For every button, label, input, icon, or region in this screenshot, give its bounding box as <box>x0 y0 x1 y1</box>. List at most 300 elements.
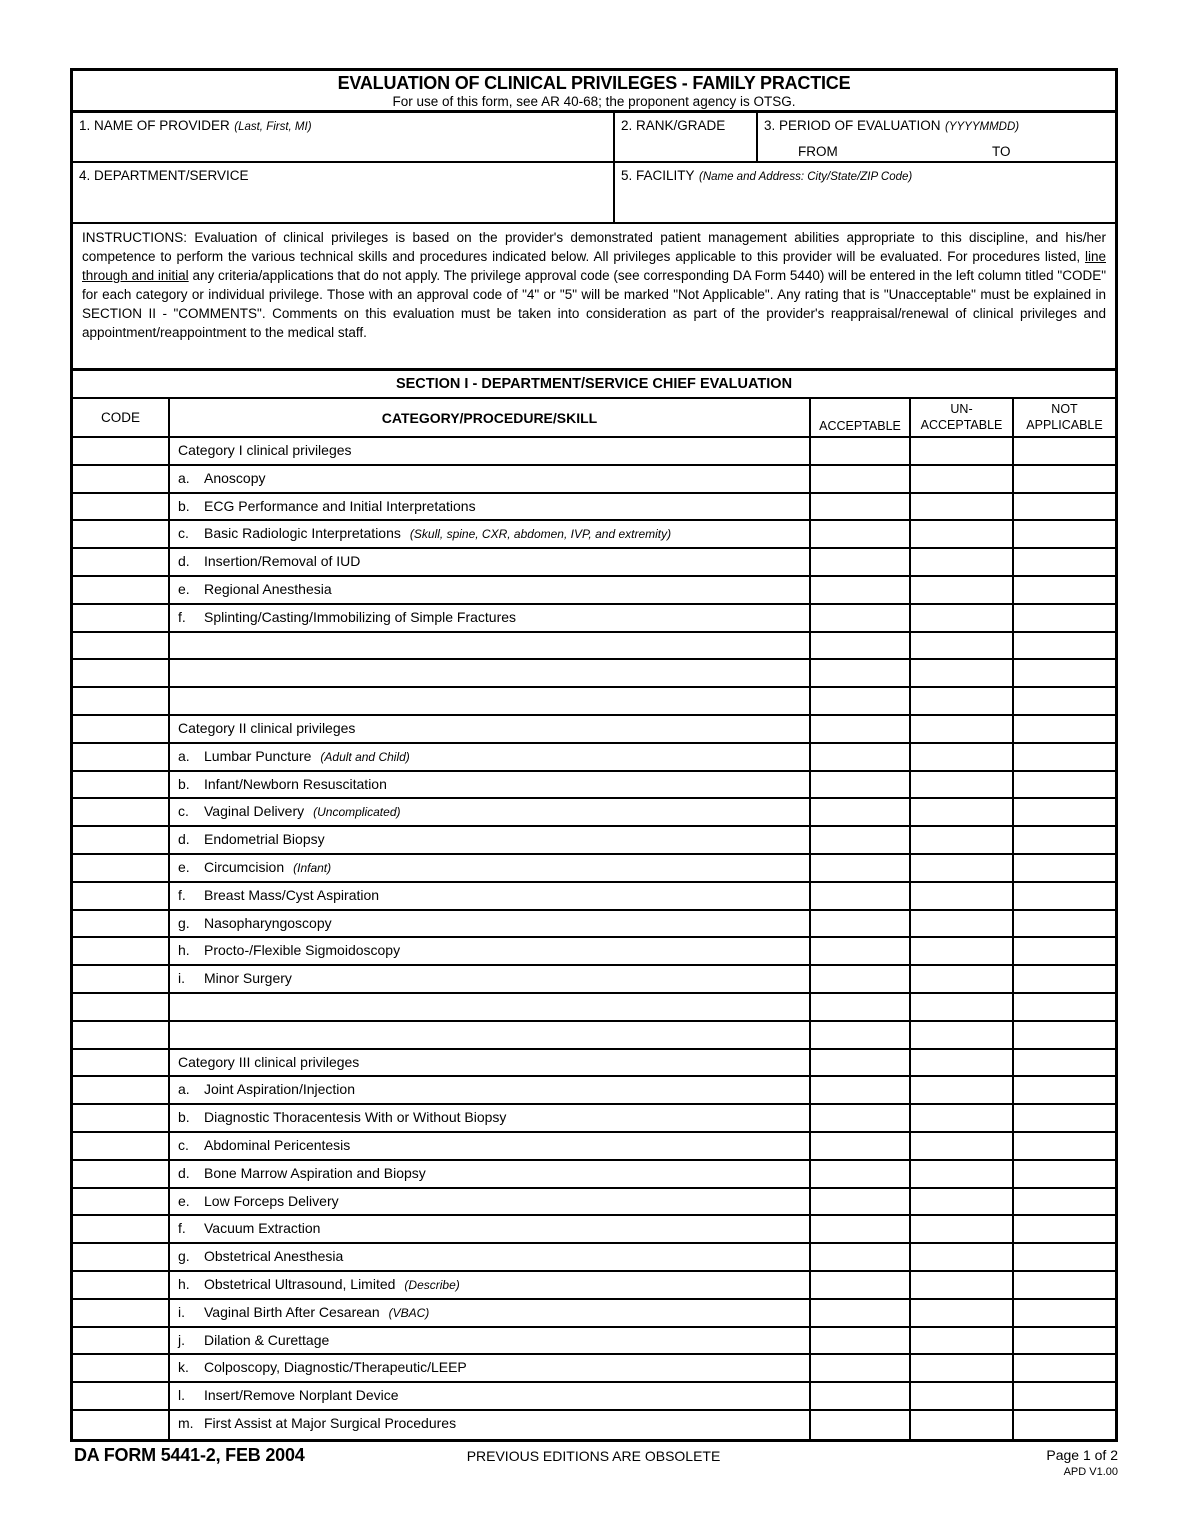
table-row <box>73 966 1115 994</box>
unacceptable-cell[interactable] <box>909 438 1012 464</box>
unacceptable-cell[interactable] <box>909 966 1012 992</box>
row-letter: l. <box>178 1387 185 1404</box>
code-cell[interactable] <box>73 633 168 659</box>
category-cell <box>168 1383 809 1409</box>
code-cell[interactable] <box>73 966 168 992</box>
row-note: (Adult and Child) <box>320 749 410 764</box>
code-cell[interactable] <box>73 605 168 631</box>
not-applicable-cell[interactable] <box>1012 1244 1115 1270</box>
code-cell[interactable] <box>73 716 168 742</box>
category-cell <box>168 1272 809 1298</box>
not-applicable-cell[interactable] <box>1012 966 1115 992</box>
code-cell[interactable] <box>73 660 168 686</box>
row-letter: j. <box>178 1331 185 1348</box>
table-column-headers <box>73 399 1115 438</box>
unacceptable-cell[interactable] <box>909 1411 1012 1439</box>
acceptable-cell[interactable] <box>809 1272 909 1298</box>
code-cell[interactable] <box>73 938 168 964</box>
row-letter: a. <box>178 1081 190 1098</box>
acceptable-cell[interactable] <box>809 1355 909 1381</box>
code-cell[interactable] <box>73 466 168 492</box>
unacceptable-cell[interactable] <box>909 1105 1012 1131</box>
category-cell <box>168 1050 809 1076</box>
row-text: Bone Marrow Aspiration and Biopsy <box>204 1164 426 1181</box>
category-cell <box>168 521 809 547</box>
not-applicable-cell[interactable] <box>1012 883 1115 909</box>
row-text: Basic Radiologic Interpretations <box>204 525 401 542</box>
row-text: Low Forceps Delivery <box>204 1192 339 1209</box>
field-department-service-label: 4. DEPARTMENT/SERVICE <box>79 168 249 183</box>
not-applicable-cell[interactable] <box>1012 855 1115 881</box>
unacceptable-cell[interactable] <box>909 1050 1012 1076</box>
table-row <box>73 1022 1115 1050</box>
unacceptable-cell[interactable] <box>909 494 1012 520</box>
row-text: Category III clinical privileges <box>178 1053 360 1070</box>
not-applicable-cell[interactable] <box>1012 688 1115 714</box>
unacceptable-cell[interactable] <box>909 1077 1012 1103</box>
table-row <box>73 1355 1115 1383</box>
unacceptable-cell[interactable] <box>909 744 1012 770</box>
row-letter: e. <box>178 1192 190 1209</box>
column-header-category: CATEGORY/PROCEDURE/SKILL <box>168 399 809 436</box>
code-cell[interactable] <box>73 1050 168 1076</box>
code-cell[interactable] <box>73 1161 168 1187</box>
category-cell <box>168 716 809 742</box>
not-applicable-cell[interactable] <box>1012 1022 1115 1048</box>
table-row <box>73 1050 1115 1078</box>
table-row <box>73 1300 1115 1328</box>
code-cell[interactable] <box>73 577 168 603</box>
field-period-of-evaluation[interactable] <box>756 113 1115 161</box>
row-letter: f. <box>178 1220 186 1237</box>
unacceptable-cell[interactable] <box>909 716 1012 742</box>
table-row <box>73 716 1115 744</box>
row-note: (Skull, spine, CXR, abdomen, IVP, and extremity) <box>409 527 672 542</box>
not-applicable-cell[interactable] <box>1012 938 1115 964</box>
not-applicable-cell[interactable] <box>1012 1272 1115 1298</box>
row-text: Nasopharyngoscopy <box>204 914 332 931</box>
code-cell[interactable] <box>73 438 168 464</box>
not-applicable-cell[interactable] <box>1012 1300 1115 1326</box>
row-text: Colposcopy, Diagnostic/Therapeutic/LEEP <box>204 1359 467 1376</box>
row-letter: k. <box>178 1359 189 1376</box>
not-applicable-cell[interactable] <box>1012 1216 1115 1242</box>
row-letter: g. <box>178 914 190 931</box>
not-applicable-cell[interactable] <box>1012 772 1115 798</box>
unacceptable-cell[interactable] <box>909 827 1012 853</box>
not-applicable-cell[interactable] <box>1012 1328 1115 1354</box>
table-row <box>73 438 1115 466</box>
not-applicable-cell[interactable] <box>1012 1189 1115 1215</box>
column-header-not-applicable <box>1012 399 1115 436</box>
code-cell[interactable] <box>73 1216 168 1242</box>
acceptable-cell[interactable] <box>809 966 909 992</box>
column-header-acceptable: ACCEPTABLE <box>809 399 909 436</box>
code-cell[interactable] <box>73 772 168 798</box>
table-row <box>73 1328 1115 1356</box>
code-cell[interactable] <box>73 1383 168 1409</box>
table-row <box>73 549 1115 577</box>
row-letter: d. <box>178 831 190 848</box>
unacceptable-cell[interactable] <box>909 521 1012 547</box>
table-row <box>73 466 1115 494</box>
code-cell[interactable] <box>73 1077 168 1103</box>
acceptable-cell[interactable] <box>809 855 909 881</box>
row-letter: a. <box>178 469 190 486</box>
unacceptable-cell[interactable] <box>909 1355 1012 1381</box>
field-row-1 <box>73 113 1115 163</box>
table-row <box>73 577 1115 605</box>
instructions <box>73 224 1115 371</box>
code-cell[interactable] <box>73 799 168 825</box>
not-applicable-cell[interactable] <box>1012 549 1115 575</box>
field-facility-label: 5. FACILITY <box>621 168 695 183</box>
row-letter: f. <box>178 886 186 903</box>
form-title: EVALUATION OF CLINICAL PRIVILEGES - FAMILY PRACTICE <box>337 73 851 93</box>
unacceptable-cell[interactable] <box>909 1133 1012 1159</box>
acceptable-cell[interactable] <box>809 605 909 631</box>
category-cell <box>168 577 809 603</box>
acceptable-cell[interactable] <box>809 1022 909 1048</box>
acceptable-cell[interactable] <box>809 549 909 575</box>
field-row-2 <box>73 163 1115 224</box>
code-cell[interactable] <box>73 744 168 770</box>
form-footer <box>0 1445 1187 1505</box>
unacceptable-cell[interactable] <box>909 855 1012 881</box>
unacceptable-cell[interactable] <box>909 799 1012 825</box>
section-1-title: SECTION I - DEPARTMENT/SERVICE CHIEF EVALUATION <box>73 371 1115 399</box>
not-applicable-cell[interactable] <box>1012 1355 1115 1381</box>
unacceptable-cell[interactable] <box>909 633 1012 659</box>
row-text: Endometrial Biopsy <box>204 831 325 848</box>
row-letter: h. <box>178 942 190 959</box>
category-cell <box>168 772 809 798</box>
category-cell <box>168 1300 809 1326</box>
acceptable-cell[interactable] <box>809 994 909 1020</box>
da-form-5441-2 <box>70 68 1118 1442</box>
table-row <box>73 855 1115 883</box>
code-cell[interactable] <box>73 549 168 575</box>
table-row <box>73 994 1115 1022</box>
row-letter: d. <box>178 1164 190 1181</box>
table-row <box>73 1077 1115 1105</box>
unacceptable-cell[interactable] <box>909 1272 1012 1298</box>
code-cell[interactable] <box>73 521 168 547</box>
not-applicable-cell[interactable] <box>1012 1050 1115 1076</box>
instructions-text-1: INSTRUCTIONS: Evaluation of clinical privileges is based on the provider's demonstrated patient management abilities appropriate to this discipline, and his/her competence to perform the various technical skills and procedures indicated below. All privileges applicable to this provider will be evaluated. For procedures listed, <box>82 230 1106 264</box>
not-applicable-cell[interactable] <box>1012 466 1115 492</box>
row-text: Joint Aspiration/Injection <box>204 1081 355 1098</box>
form-title-block <box>73 71 1115 113</box>
row-letter: e. <box>178 858 190 875</box>
category-cell <box>168 1411 809 1439</box>
not-applicable-cell[interactable] <box>1012 1105 1115 1131</box>
unacceptable-cell[interactable] <box>909 994 1012 1020</box>
not-applicable-cell[interactable] <box>1012 1133 1115 1159</box>
row-letter: c. <box>178 803 189 820</box>
acceptable-cell[interactable] <box>809 494 909 520</box>
not-applicable-cell[interactable] <box>1012 605 1115 631</box>
acceptable-cell[interactable] <box>809 1300 909 1326</box>
acceptable-cell[interactable] <box>809 799 909 825</box>
row-text: Anoscopy <box>204 469 266 486</box>
acceptable-cell[interactable] <box>809 1161 909 1187</box>
unacceptable-cell[interactable] <box>909 577 1012 603</box>
code-cell[interactable] <box>73 1355 168 1381</box>
not-applicable-cell[interactable] <box>1012 1077 1115 1103</box>
code-cell[interactable] <box>73 1300 168 1326</box>
row-letter: m. <box>178 1414 194 1431</box>
row-text: Circumcision <box>204 858 285 875</box>
table-row <box>73 744 1115 772</box>
acceptable-cell[interactable] <box>809 521 909 547</box>
not-applicable-cell[interactable] <box>1012 660 1115 686</box>
unacceptable-cell[interactable] <box>909 549 1012 575</box>
code-cell[interactable] <box>73 688 168 714</box>
instructions-text-2: any criteria/applications that do not apply. The privilege approval code (see corresponding DA Form 5440) will be entered in the left column titled "CODE" for each category or individual privilege. Those with an approval code of "4" or "5" will be marked "Not Applicable". Any rating that is "Unacceptable" must be explained in SECTION II - "COMMENTS". Comments on this evaluation must be taken into consideration as part of the provider's reappraisal/renewal of clinical privileges and appointment/reappointment to the medical staff. <box>82 268 1107 340</box>
category-cell <box>168 1133 809 1159</box>
unacceptable-cell[interactable] <box>909 660 1012 686</box>
not-applicable-cell[interactable] <box>1012 1411 1115 1439</box>
code-cell[interactable] <box>73 883 168 909</box>
unacceptable-cell[interactable] <box>909 1328 1012 1354</box>
code-cell[interactable] <box>73 1328 168 1354</box>
not-applicable-cell[interactable] <box>1012 1161 1115 1187</box>
row-letter: i. <box>178 1303 185 1320</box>
code-cell[interactable] <box>73 1022 168 1048</box>
field-period-hint: (YYYYMMDD) <box>945 121 1020 133</box>
row-text: Obstetrical Anesthesia <box>204 1248 344 1265</box>
row-letter: c. <box>178 1136 189 1153</box>
code-cell[interactable] <box>73 1189 168 1215</box>
unacceptable-cell[interactable] <box>909 688 1012 714</box>
unacceptable-cell[interactable] <box>909 1383 1012 1409</box>
period-from-label: FROM <box>798 144 838 159</box>
not-applicable-cell[interactable] <box>1012 438 1115 464</box>
acceptable-cell[interactable] <box>809 438 909 464</box>
table-row <box>73 883 1115 911</box>
code-cell[interactable] <box>73 1272 168 1298</box>
row-text: Procto-/Flexible Sigmoidoscopy <box>204 942 401 959</box>
table-row <box>73 1133 1115 1161</box>
row-text: Breast Mass/Cyst Aspiration <box>204 886 380 903</box>
acceptable-cell[interactable] <box>809 1105 909 1131</box>
acceptable-cell[interactable] <box>809 1411 909 1439</box>
unacceptable-cell[interactable] <box>909 938 1012 964</box>
unacceptable-cell[interactable] <box>909 1022 1012 1048</box>
acceptable-cell[interactable] <box>809 633 909 659</box>
not-applicable-cell[interactable] <box>1012 994 1115 1020</box>
unacceptable-cell[interactable] <box>909 911 1012 937</box>
acceptable-cell[interactable] <box>809 1189 909 1215</box>
row-letter: b. <box>178 1109 190 1126</box>
not-applicable-cell[interactable] <box>1012 577 1115 603</box>
field-department-service[interactable] <box>73 163 613 222</box>
row-letter: e. <box>178 580 190 597</box>
table-row <box>73 1272 1115 1300</box>
unacceptable-cell[interactable] <box>909 466 1012 492</box>
field-period-label: 3. PERIOD OF EVALUATION <box>764 118 941 133</box>
table-row <box>73 494 1115 522</box>
row-text: Lumbar Puncture <box>204 747 312 764</box>
field-facility-hint: (Name and Address: City/State/ZIP Code) <box>698 171 913 183</box>
category-cell <box>168 827 809 853</box>
field-name-of-provider[interactable] <box>73 113 613 161</box>
category-cell <box>168 466 809 492</box>
category-cell <box>168 938 809 964</box>
code-cell[interactable] <box>73 855 168 881</box>
row-text: Splinting/Casting/Immobilizing of Simple Fractures <box>204 608 517 625</box>
row-text: Abdominal Pericentesis <box>204 1136 351 1153</box>
row-text: Dilation & Curettage <box>204 1331 330 1348</box>
acceptable-cell[interactable] <box>809 827 909 853</box>
acceptable-cell[interactable] <box>809 1216 909 1242</box>
not-applicable-cell[interactable] <box>1012 521 1115 547</box>
row-text: Vaginal Birth After Cesarean <box>204 1303 380 1320</box>
unacceptable-cell[interactable] <box>909 1189 1012 1215</box>
row-text: Infant/Newborn Resuscitation <box>204 775 387 792</box>
not-applicable-cell[interactable] <box>1012 494 1115 520</box>
privileges-rows <box>73 438 1115 1439</box>
row-text: Vacuum Extraction <box>204 1220 321 1237</box>
code-cell[interactable] <box>73 911 168 937</box>
table-row <box>73 1411 1115 1439</box>
field-name-of-provider-label: 1. NAME OF PROVIDER <box>79 118 230 133</box>
apd-version: APD V1.00 <box>1063 1466 1118 1478</box>
acceptable-cell[interactable] <box>809 466 909 492</box>
table-row <box>73 827 1115 855</box>
column-header-code: CODE <box>100 410 140 425</box>
acceptable-cell[interactable] <box>809 716 909 742</box>
category-cell <box>168 1355 809 1381</box>
row-letter: f. <box>178 608 186 625</box>
field-rank-grade[interactable] <box>613 113 756 161</box>
table-row <box>73 772 1115 800</box>
category-cell <box>168 855 809 881</box>
not-applicable-cell[interactable] <box>1012 827 1115 853</box>
unacceptable-cell[interactable] <box>909 1244 1012 1270</box>
category-cell <box>168 799 809 825</box>
not-applicable-cell[interactable] <box>1012 911 1115 937</box>
category-cell <box>168 1077 809 1103</box>
period-to-label: TO <box>992 144 1011 159</box>
row-letter: c. <box>178 525 189 542</box>
category-cell <box>168 549 809 575</box>
page-number: Page 1 of 2 <box>1046 1447 1118 1463</box>
row-letter: a. <box>178 747 190 764</box>
table-row <box>73 911 1115 939</box>
row-text: Obstetrical Ultrasound, Limited <box>204 1275 396 1292</box>
category-cell <box>168 1244 809 1270</box>
row-letter: h. <box>178 1275 190 1292</box>
acceptable-cell[interactable] <box>809 772 909 798</box>
acceptable-cell[interactable] <box>809 744 909 770</box>
code-cell[interactable] <box>73 1244 168 1270</box>
acceptable-cell[interactable] <box>809 911 909 937</box>
category-cell <box>168 1216 809 1242</box>
table-row <box>73 1383 1115 1411</box>
category-cell <box>168 438 809 464</box>
table-row <box>73 688 1115 716</box>
code-cell[interactable] <box>73 1411 168 1439</box>
row-text: Insertion/Removal of IUD <box>204 553 361 570</box>
row-text: Diagnostic Thoracentesis With or Without Biopsy <box>204 1109 507 1126</box>
code-cell[interactable] <box>73 1133 168 1159</box>
code-cell[interactable] <box>73 494 168 520</box>
acceptable-cell[interactable] <box>809 1050 909 1076</box>
acceptable-cell[interactable] <box>809 660 909 686</box>
row-note: (VBAC) <box>388 1305 430 1320</box>
not-applicable-cell[interactable] <box>1012 716 1115 742</box>
not-applicable-cell[interactable] <box>1012 799 1115 825</box>
table-row <box>73 1105 1115 1133</box>
code-cell[interactable] <box>73 827 168 853</box>
row-text: Vaginal Delivery <box>204 803 305 820</box>
row-note: (Uncomplicated) <box>313 805 401 820</box>
unacceptable-cell[interactable] <box>909 1216 1012 1242</box>
category-cell <box>168 1022 809 1048</box>
row-text: Category II clinical privileges <box>178 719 356 736</box>
table-row <box>73 605 1115 633</box>
table-row <box>73 938 1115 966</box>
row-text: Category I clinical privileges <box>178 442 352 458</box>
acceptable-cell[interactable] <box>809 1383 909 1409</box>
field-facility[interactable] <box>613 163 1115 222</box>
unacceptable-cell[interactable] <box>909 772 1012 798</box>
row-text: Minor Surgery <box>204 970 292 987</box>
row-letter: b. <box>178 775 190 792</box>
category-cell <box>168 1161 809 1187</box>
table-row <box>73 660 1115 688</box>
table-row <box>73 633 1115 661</box>
table-row <box>73 1216 1115 1244</box>
unacceptable-cell[interactable] <box>909 1161 1012 1187</box>
form-number: DA FORM 5441-2, FEB 2004 <box>74 1445 305 1465</box>
acceptable-cell[interactable] <box>809 1133 909 1159</box>
category-cell <box>168 911 809 937</box>
category-cell <box>168 1328 809 1354</box>
not-applicable-cell[interactable] <box>1012 633 1115 659</box>
not-applicable-cell[interactable] <box>1012 1383 1115 1409</box>
code-cell[interactable] <box>73 1105 168 1131</box>
category-cell <box>168 966 809 992</box>
category-cell <box>168 1189 809 1215</box>
column-header-unacceptable <box>909 399 1012 436</box>
acceptable-cell[interactable] <box>809 883 909 909</box>
category-cell <box>168 883 809 909</box>
row-letter: i. <box>178 970 185 987</box>
acceptable-cell[interactable] <box>809 1077 909 1103</box>
acceptable-cell[interactable] <box>809 1328 909 1354</box>
not-applicable-cell[interactable] <box>1012 744 1115 770</box>
category-cell <box>168 994 809 1020</box>
unacceptable-cell[interactable] <box>909 883 1012 909</box>
acceptable-cell[interactable] <box>809 688 909 714</box>
unacceptable-cell[interactable] <box>909 605 1012 631</box>
table-row <box>73 1189 1115 1217</box>
column-header-unacceptable-line2: ACCEPTABLE <box>920 417 1003 432</box>
unacceptable-cell[interactable] <box>909 1300 1012 1326</box>
category-cell <box>168 744 809 770</box>
acceptable-cell[interactable] <box>809 938 909 964</box>
form-subtitle: For use of this form, see AR 40-68; the proponent agency is OTSG. <box>392 94 796 109</box>
acceptable-cell[interactable] <box>809 1244 909 1270</box>
category-cell <box>168 605 809 631</box>
acceptable-cell[interactable] <box>809 577 909 603</box>
row-text: First Assist at Major Surgical Procedures <box>204 1414 457 1431</box>
category-cell <box>168 688 809 714</box>
code-cell[interactable] <box>73 994 168 1020</box>
